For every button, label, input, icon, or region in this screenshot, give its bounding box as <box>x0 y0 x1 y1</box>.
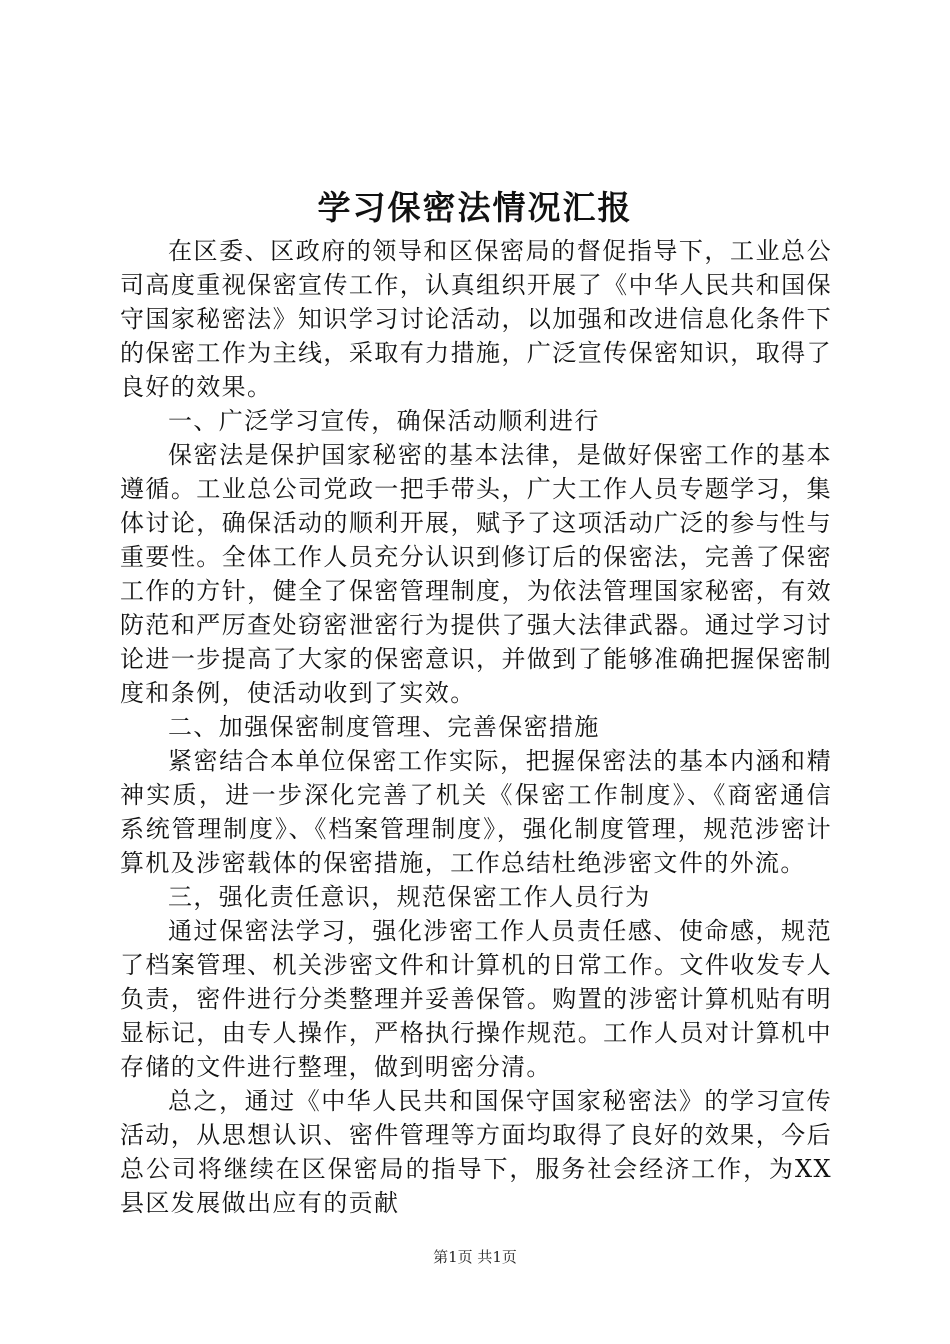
document-title: 学习保密法情况汇报 <box>317 188 633 227</box>
paragraph-section-3: 通过保密法学习，强化涉密工作人员责任感、使命感，规范了档案管理、机关涉密文件和计算机的日常工作。文件收发专人负责，密件进行分类整理并妥善保管。购置的涉密计算机贴有明显标记，由专人操作，严格执行操作规范。工作人员对计算机中存储的文件进行整理，做到明密分清。 <box>120 917 832 1081</box>
paragraph-intro: 在区委、区政府的领导和区保密局的督促指导下，工业总公司高度重视保密宣传工作，认真组织开展了《中华人民共和国保守国家秘密法》知识学习讨论活动，以加强和改进信息化条件下的保密工作为主线，采取有力措施，广泛宣传保密知识，取得了良好的效果。 <box>120 237 832 401</box>
paragraph-section-2: 紧密结合本单位保密工作实际，把握保密法的基本内涵和精神实质，进一步深化完善了机关《保密工作制度》、《商密通信系统管理制度》、《档案管理制度》，强化制度管理，规范涉密计算机及涉密载体的保密措施，工作总结杜绝涉密文件的外流。 <box>120 747 832 877</box>
section-heading-3: 三，强化责任意识，规范保密工作人员行为 <box>168 883 651 911</box>
paragraph-section-1: 保密法是保护国家秘密的基本法律，是做好保密工作的基本遵循。工业总公司党政一把手带头，广大工作人员专题学习，集体讨论，确保活动的顺利开展，赋予了这项活动广泛的参与性与重要性。全体工作人员充分认识到修订后的保密法，完善了保密工作的方针，健全了保密管理制度，为依法管理国家秘密，有效防范和严厉查处窃密泄密行为提供了强大法律武器。通过学习讨论进一步提高了大家的保密意识，并做到了能够准确把握保密制度和条例，使活动收到了实效。 <box>120 441 832 707</box>
page-number-footer: 第1页 共1页 <box>433 1248 517 1266</box>
paragraph-conclusion: 总之，通过《中华人民共和国保守国家秘密法》的学习宣传活动，从思想认识、密件管理等方面均取得了良好的效果，今后总公司将继续在区保密局的指导下，服务社会经济工作，为XX县区发展做出应有的贡献 <box>120 1087 832 1217</box>
document-body <box>120 234 832 1220</box>
section-heading-1: 一、广泛学习宣传，确保活动顺利进行 <box>168 407 600 435</box>
section-heading-2: 二、加强保密制度管理、完善保密措施 <box>168 713 600 741</box>
